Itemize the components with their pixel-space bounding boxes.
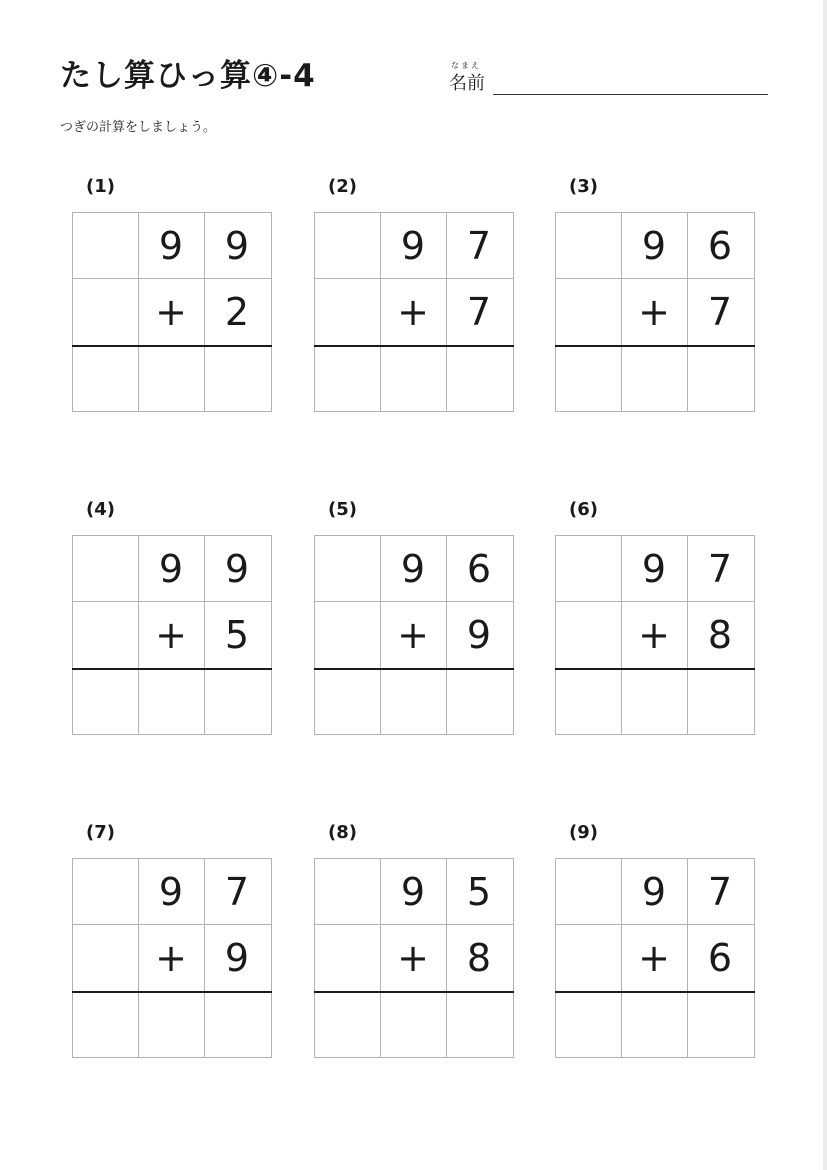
problem-2 — [314, 176, 514, 421]
plus-operator: + — [397, 936, 429, 980]
page-edge — [823, 0, 827, 1170]
bottom-ones-digit: 8 — [707, 613, 733, 657]
top-tens-digit: 9 — [400, 547, 426, 591]
top-ones-digit: 9 — [224, 547, 250, 591]
problem-grid — [314, 858, 514, 1058]
top-tens-digit: 9 — [400, 224, 426, 268]
problem-label: (4) — [86, 499, 115, 520]
top-tens-digit: 9 — [641, 224, 667, 268]
problem-8 — [314, 822, 514, 1067]
answer-rule — [555, 991, 755, 993]
bottom-ones-digit: 5 — [224, 613, 250, 657]
name-field — [449, 60, 769, 100]
problem-grid — [555, 212, 755, 412]
top-tens-digit: 9 — [641, 870, 667, 914]
top-tens-digit: 9 — [641, 547, 667, 591]
problem-6 — [555, 499, 755, 744]
bottom-ones-digit: 6 — [707, 936, 733, 980]
plus-operator: + — [638, 290, 670, 334]
top-ones-digit: 6 — [707, 224, 733, 268]
top-tens-digit: 9 — [158, 547, 184, 591]
problem-label: (6) — [569, 499, 598, 520]
problem-3 — [555, 176, 755, 421]
top-tens-digit: 9 — [158, 224, 184, 268]
problem-4 — [72, 499, 272, 744]
top-ones-digit: 5 — [466, 870, 492, 914]
answer-rule — [314, 345, 514, 347]
problem-label: (3) — [569, 176, 598, 197]
top-ones-digit: 7 — [707, 547, 733, 591]
bottom-ones-digit: 2 — [224, 290, 250, 334]
problem-1 — [72, 176, 272, 421]
problem-label: (8) — [328, 822, 357, 843]
top-tens-digit: 9 — [158, 870, 184, 914]
worksheet-title: たし算ひっ算④-4 — [60, 58, 316, 94]
answer-rule — [555, 668, 755, 670]
name-ruby: なまえ — [451, 61, 481, 70]
bottom-ones-digit: 7 — [466, 290, 492, 334]
problem-label: (7) — [86, 822, 115, 843]
problem-label: (5) — [328, 499, 357, 520]
plus-operator: + — [638, 936, 670, 980]
bottom-ones-digit: 7 — [707, 290, 733, 334]
top-ones-digit: 7 — [224, 870, 250, 914]
problem-grid — [314, 535, 514, 735]
answer-rule — [314, 991, 514, 993]
name-label: 名前 — [449, 73, 485, 94]
problem-grid — [72, 212, 272, 412]
problem-label: (9) — [569, 822, 598, 843]
plus-operator: + — [155, 936, 187, 980]
problem-9 — [555, 822, 755, 1067]
answer-rule — [555, 345, 755, 347]
problem-grid — [72, 535, 272, 735]
problem-7 — [72, 822, 272, 1067]
top-tens-digit: 9 — [400, 870, 426, 914]
bottom-ones-digit: 8 — [466, 936, 492, 980]
problem-label: (1) — [86, 176, 115, 197]
bottom-ones-digit: 9 — [466, 613, 492, 657]
problem-5 — [314, 499, 514, 744]
plus-operator: + — [155, 290, 187, 334]
top-ones-digit: 6 — [466, 547, 492, 591]
plus-operator: + — [638, 613, 670, 657]
problem-grid — [72, 858, 272, 1058]
problem-grid — [314, 212, 514, 412]
plus-operator: + — [155, 613, 187, 657]
plus-operator: + — [397, 613, 429, 657]
name-write-line[interactable] — [493, 94, 768, 95]
problem-label: (2) — [328, 176, 357, 197]
problem-grid — [555, 535, 755, 735]
answer-rule — [72, 345, 272, 347]
problem-grid — [555, 858, 755, 1058]
top-ones-digit: 7 — [466, 224, 492, 268]
answer-rule — [314, 668, 514, 670]
top-ones-digit: 7 — [707, 870, 733, 914]
bottom-ones-digit: 9 — [224, 936, 250, 980]
top-ones-digit: 9 — [224, 224, 250, 268]
plus-operator: + — [397, 290, 429, 334]
instruction-text: つぎの計算をしましょう。 — [60, 120, 217, 135]
answer-rule — [72, 668, 272, 670]
answer-rule — [72, 991, 272, 993]
